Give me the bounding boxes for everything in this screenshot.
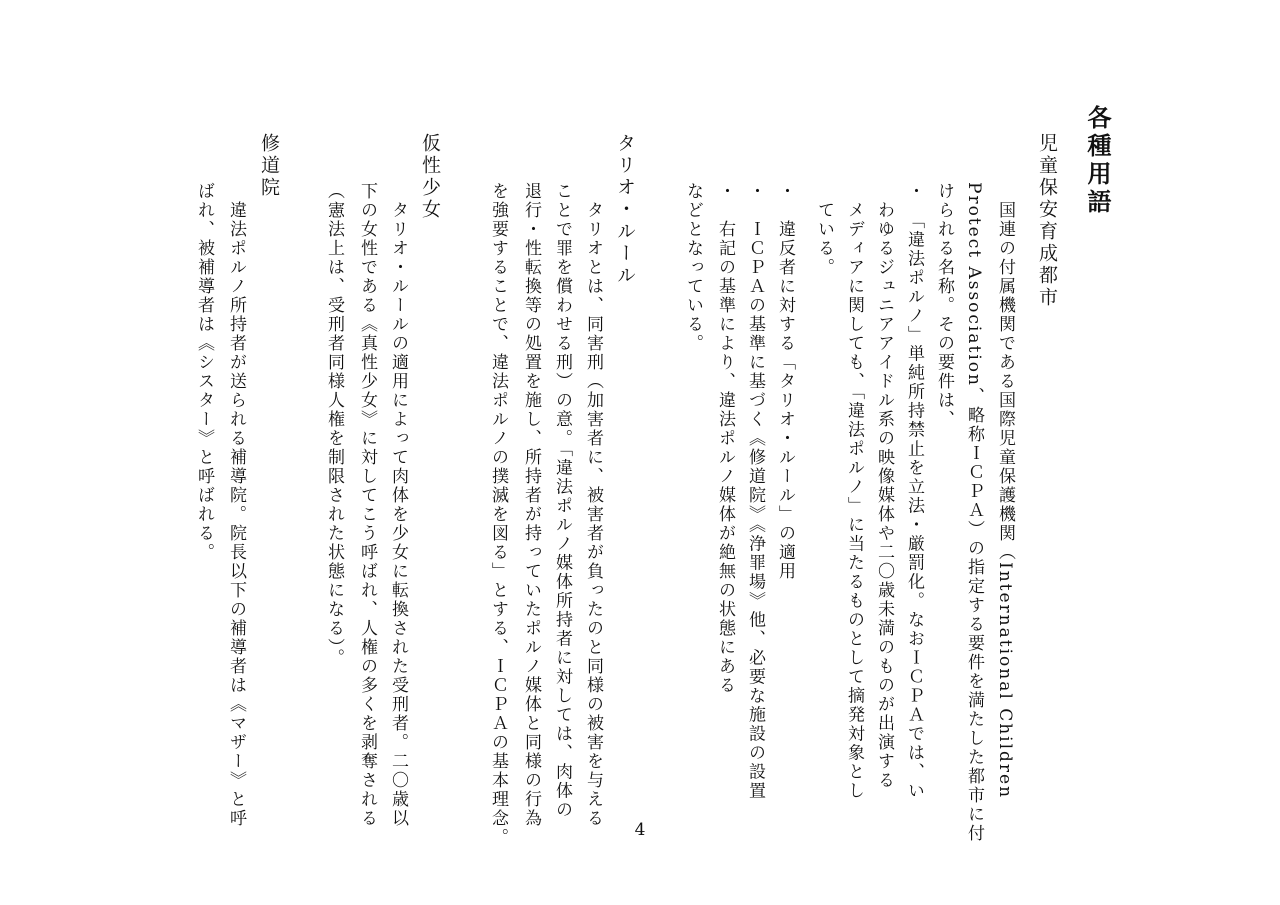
section-heading-shuudouin: 修道院 bbox=[258, 133, 280, 199]
list-item: ・ 右記の基準により、違法ポルノ媒体が絶無の状態にある bbox=[715, 182, 735, 695]
paragraph-line: 退行・性転換等の処置を施し、所持者が持っていたポルノ媒体と同様の行為 bbox=[521, 182, 541, 828]
paragraph-line: タリオとは、同害刑（加害者に、被害者が負ったのと同様の被害を与える bbox=[583, 182, 603, 828]
paragraph-line: タリオ・ルールの適用によって肉体を少女に転換された受刑者。二〇歳以 bbox=[388, 182, 408, 828]
paragraph-line: などとなっている。 bbox=[683, 182, 703, 353]
list-item-continued: わゆるジュニアアイドル系の映像媒体や二〇歳未満のものが出演する bbox=[874, 182, 894, 790]
paragraph-line: ことで罪を償わせる刑）の意。「違法ポルノ媒体所持者に対しては、肉体の bbox=[552, 182, 572, 820]
paragraph-line: 違法ポルノ所持者が送られる補導院。院長以下の補導者は《マザー》と呼 bbox=[226, 182, 246, 828]
paragraph-line: を強要することで、違法ポルノの撲滅を図る」とする、ＩＣＰＡの基本理念。 bbox=[488, 182, 508, 847]
page-number: 4 bbox=[634, 820, 646, 840]
page-title: 各種用語 bbox=[1083, 105, 1112, 217]
paragraph-line: 下の女性である《真性少女》に対してこう呼ばれ、人権の多くを剥奪される bbox=[357, 182, 377, 828]
paragraph-line: ばれ、被補導者は《シスター》と呼ばれる。 bbox=[194, 182, 214, 562]
section-heading-jidou-hoan: 児童保安育成都市 bbox=[1036, 133, 1058, 309]
list-item: ・ 違反者に対する「タリオ・ルール」の適用 bbox=[775, 182, 795, 581]
section-heading-kasei-shoujo: 仮性少女 bbox=[419, 133, 441, 221]
section-heading-tario-rule: タリオ・ルール bbox=[614, 133, 636, 287]
paragraph-line: 国連の付属機関である国際児童保護機関（International Children bbox=[995, 182, 1015, 800]
list-item-continued: ている。 bbox=[814, 182, 834, 277]
paragraph-line: けられる名称。その要件は、 bbox=[934, 182, 954, 429]
list-item: ・ ＩＣＰＡの基準に基づく《修道院》《浄罪場》他、必要な施設の設置 bbox=[745, 182, 765, 801]
paragraph-line: Protect Association、略称ＩＣＰＡ）の指定する要件を満たした都市に付 bbox=[964, 182, 984, 843]
list-item: ・ 「違法ポルノ」単純所持禁止を立法・厳罰化。なおＩＣＰＡでは、い bbox=[904, 182, 924, 801]
paragraph-line: （憲法上は、受刑者同様人権を制限された状態になる）。 bbox=[324, 182, 344, 668]
list-item-continued: メディアに関しても、「違法ポルノ」に当たるものとして摘発対象とし bbox=[844, 182, 864, 801]
